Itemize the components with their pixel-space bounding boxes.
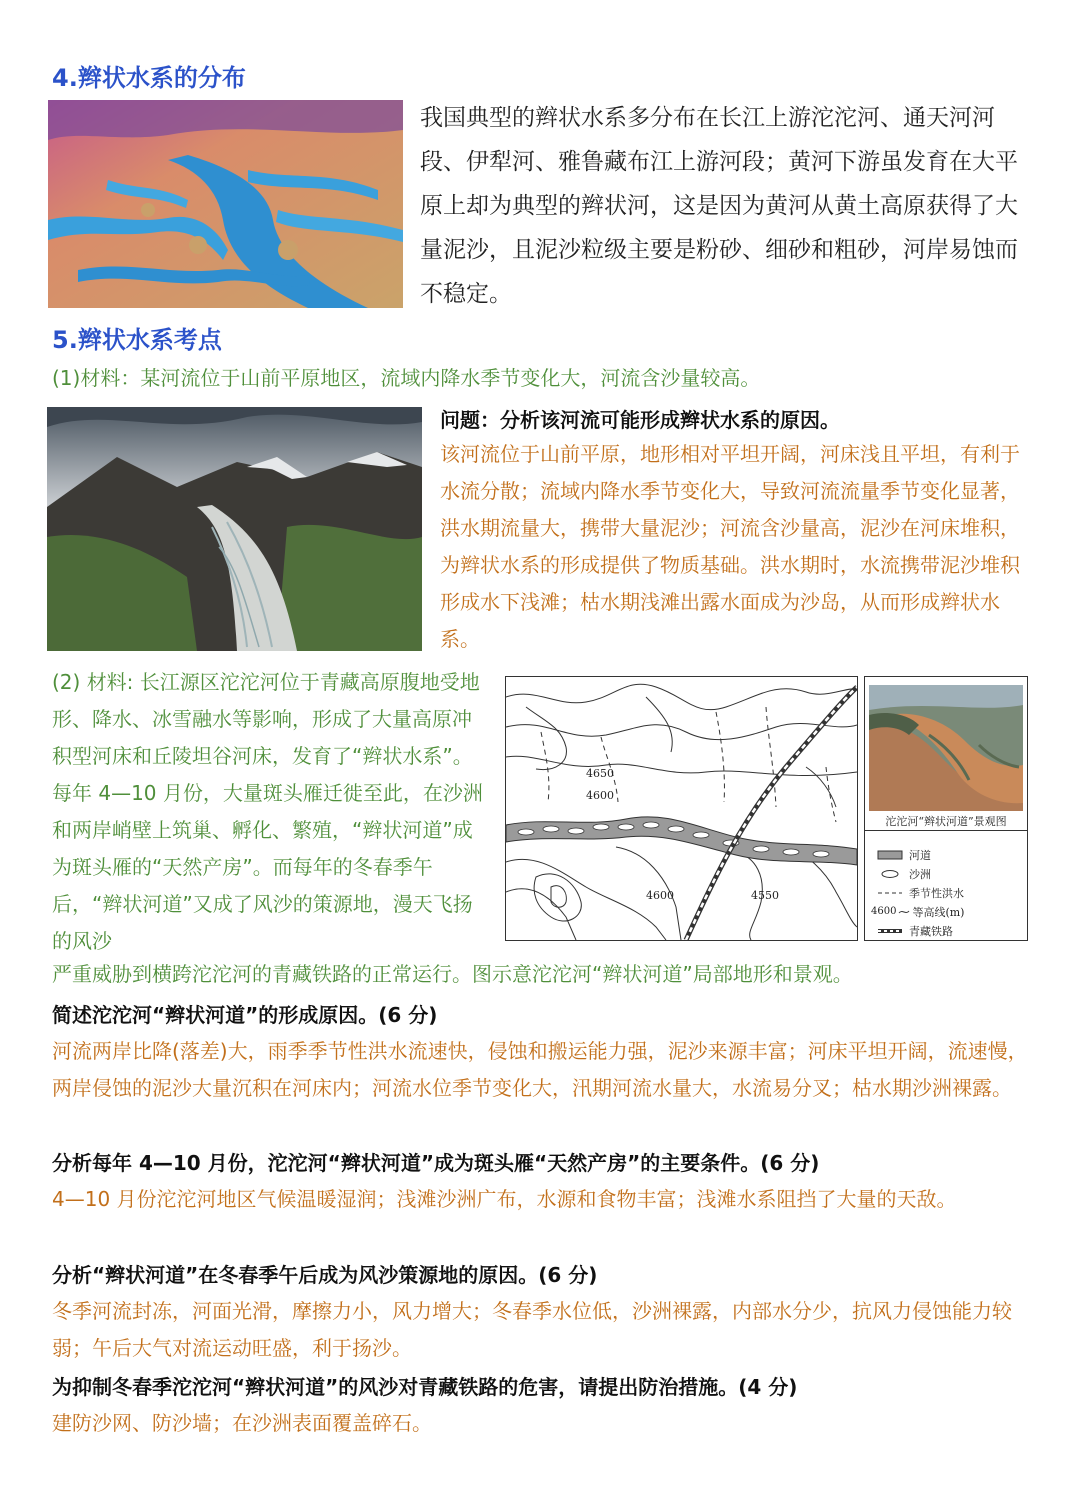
question4-text: 分析“辫状河道”在冬春季午后成为风沙策源地的原因。(6 分) bbox=[52, 1263, 598, 1287]
figure-photo-legend-panel bbox=[864, 676, 1028, 941]
legend-item-channel: 河道 bbox=[871, 845, 964, 864]
legend-item-railway: 青藏铁路 bbox=[871, 921, 964, 940]
answer5-text: 建防沙网、防沙墙；在沙洲表面覆盖碎石。 bbox=[52, 1411, 432, 1435]
tuotuo-river-landscape-photo bbox=[869, 685, 1023, 811]
material2-text-part2: 严重威胁到横跨沱沱河的青藏铁路的正常运行。图示意沱沱河“辫状河道”局部地形和景观。 bbox=[52, 962, 853, 986]
section4-paragraph: 我国典型的辫状水系多分布在长江上游沱沱河、通天河河段、伊犁河、雅鲁藏布江上游河段；黄河下游虽发育在大平原上却为典型的辫状河，这是因为黄河从黄土高原获得了大量泥沙，且泥沙粒级主要是粉砂、细砂和粗砂，河岸易蚀而不稳定。 bbox=[420, 105, 1018, 307]
answer2-text: 河流两岸比降(落差)大，雨季季节性洪水流速快，侵蚀和搬运能力强，泥沙来源丰富；河床平坦开阔，流速慢，两岸侵蚀的泥沙大量沉积在河床内；河流水位季节变化大，汛期河流水量大，水流易分叉；枯水期沙洲裸露。 bbox=[52, 1039, 1028, 1100]
question1-text: 问题：分析该河流可能形成辫状水系的原因。 bbox=[440, 408, 840, 432]
question5-text: 为抑制冬春季沱沱河“辫状河道”的风沙对青藏铁路的危害，请提出防治措施。(4 分) bbox=[52, 1375, 798, 1399]
legend-item-sandbar: 沙洲 bbox=[871, 864, 964, 883]
railway-icon bbox=[871, 926, 909, 936]
material2-text-part1: (2) 材料: 长江源区沱沱河位于青藏高原腹地受地形、降水、冰雪融水等影响，形成了大量高原冲积型河床和丘陵坦谷河床，发育了“辫状水系”。每年 4—10 月份，大量斑头雁迁徙至此，在沙洲和两岸峭壁上筑巢、孵化、繁殖，“辫状河道”成为斑头雁的“天然产房”。而每年的冬春季午后，“辫状河道”又成了风沙的策源地，漫天飞扬的风沙 bbox=[52, 670, 483, 953]
contour-label-4600-lower: 4600 bbox=[646, 889, 674, 902]
answer1-text: 该河流位于山前平原，地形相对平坦开阔，河床浅且平坦，有利于水流分散；流域内降水季节变化大，导致河流流量季节变化显著，洪水期流量大，携带大量泥沙；河流含沙量高，泥沙在河床堆积，为辫状水系的形成提供了物质基础。洪水期时，水流携带泥沙堆积形成水下浅滩；枯水期浅滩出露水面成为沙岛，从而形成辫状水系。 bbox=[440, 442, 1020, 651]
braided-channel-contour-map bbox=[505, 676, 858, 941]
contour-icon: 4600 bbox=[871, 906, 912, 917]
contour-label-4650: 4650 bbox=[586, 767, 614, 780]
question3-text: 分析每年 4—10 月份，沱沱河“辫状河道”成为斑头雁“天然产房”的主要条件。(6 分) bbox=[52, 1151, 820, 1175]
sandbar-icon bbox=[871, 869, 909, 879]
seasonal-flood-icon bbox=[871, 888, 909, 898]
legend-item-contour: 4600 等高线(m) bbox=[871, 905, 965, 919]
answer4-text: 冬季河流封冻，河面光滑，摩擦力小，风力增大；冬春季水位低，沙洲裸露，内部水分少，抗风力侵蚀能力较弱；午后大气对流运动旺盛，利于扬沙。 bbox=[52, 1299, 1012, 1360]
photo-caption: 沱沱河“辫状河道”景观图 bbox=[885, 815, 1007, 828]
map-legend bbox=[871, 845, 964, 940]
material1-text: (1)材料：某河流位于山前平原地区，流域内降水季节变化大，河流含沙量较高。 bbox=[52, 366, 761, 390]
answer3-text: 4—10 月份沱沱河地区气候温暖湿润；浅滩沙洲广布，水源和食物丰富；浅滩水系阻挡了大量的天敌。 bbox=[52, 1187, 957, 1211]
legend-item-seasonal-flood: 季节性洪水 bbox=[871, 883, 964, 902]
contour-label-4600-upper: 4600 bbox=[586, 789, 614, 802]
channel-icon bbox=[871, 850, 909, 860]
section4-title: 4.辫状水系的分布 bbox=[52, 64, 246, 92]
question2-text: 简述沱沱河“辫状河道”的形成原因。(6 分) bbox=[52, 1003, 438, 1027]
contour-label-4550: 4550 bbox=[751, 889, 779, 902]
braided-river-aerial-photo bbox=[48, 100, 403, 308]
mountain-braided-river-photo bbox=[47, 407, 422, 651]
section5-title: 5.辫状水系考点 bbox=[52, 326, 222, 354]
